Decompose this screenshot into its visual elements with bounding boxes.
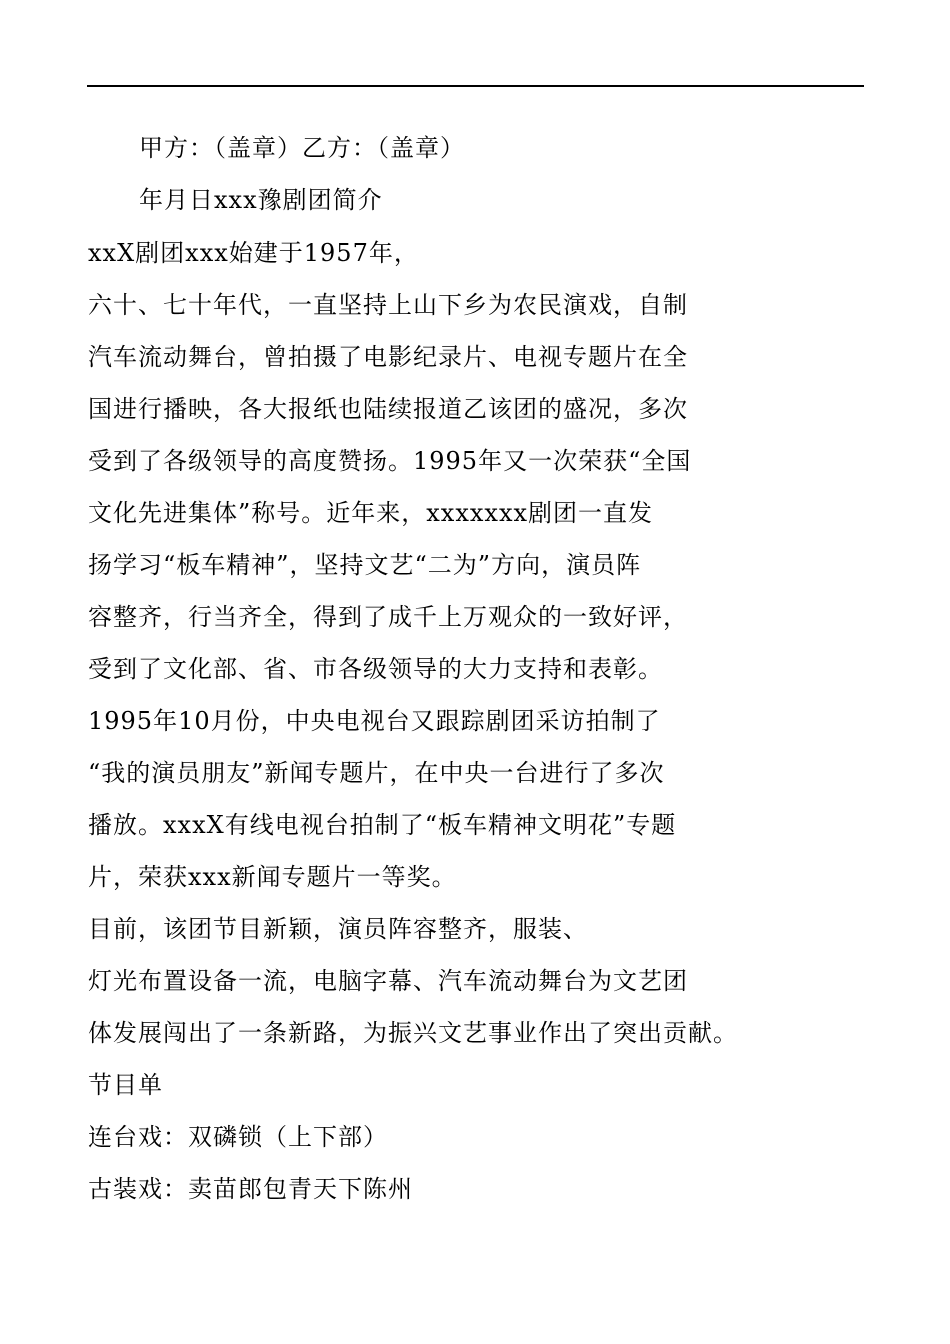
text-line: 播放。xxxX有线电视台拍制了“板车精神文明花”专题: [88, 811, 677, 839]
text-line: 灯光布置设备一流，电脑字幕、汽车流动舞台为文艺团: [88, 967, 688, 995]
text-line: 容整齐，行当齐全，得到了成千上万观众的一致好评，: [88, 603, 688, 631]
text-line: 汽车流动舞台，曾拍摄了电影纪录片、电视专题片在全: [88, 343, 688, 371]
section-heading: 节目单: [88, 1071, 163, 1099]
text-line: 受到了文化部、省、市各级领导的大力支持和表彰。: [88, 655, 663, 683]
program-item: 连台戏：双磷锁（上下部）: [88, 1123, 388, 1151]
text-line: 1995年10月份，中央电视台又跟踪剧团采访拍制了: [88, 707, 661, 735]
text-line: “我的演员朋友”新闻专题片，在中央一台进行了多次: [88, 759, 665, 787]
signature-line: 甲方：（盖章）乙方：（盖章）: [139, 134, 465, 162]
header-rule: [87, 85, 864, 87]
text-line: 片，荣获xxx新闻专题片一等奖。: [88, 863, 457, 891]
text-line: 文化先进集体”称号。近年来，xxxxxxx剧团一直发: [88, 499, 654, 527]
program-item: 古装戏：卖苗郎包青天下陈州: [88, 1175, 413, 1203]
text-line: 扬学习“板车精神”，坚持文艺“二为”方向，演员阵: [88, 551, 642, 579]
text-line: 体发展闯出了一条新路，为振兴文艺事业作出了突出贡献。: [88, 1019, 738, 1047]
text-line: 受到了各级领导的高度赞扬。1995年又一次荣获“全国: [88, 447, 692, 475]
text-line: 六十、七十年代，一直坚持上山下乡为农民演戏，自制: [88, 291, 688, 319]
date-title-line: 年月日xxx豫剧团简介: [139, 186, 383, 214]
text-line: 目前，该团节目新颖，演员阵容整齐，服装、: [88, 915, 588, 943]
text-line: xxX剧团xxx始建于1957年，: [88, 239, 419, 267]
text-line: 国进行播映，各大报纸也陆续报道乙该团的盛况，多次: [88, 395, 688, 423]
